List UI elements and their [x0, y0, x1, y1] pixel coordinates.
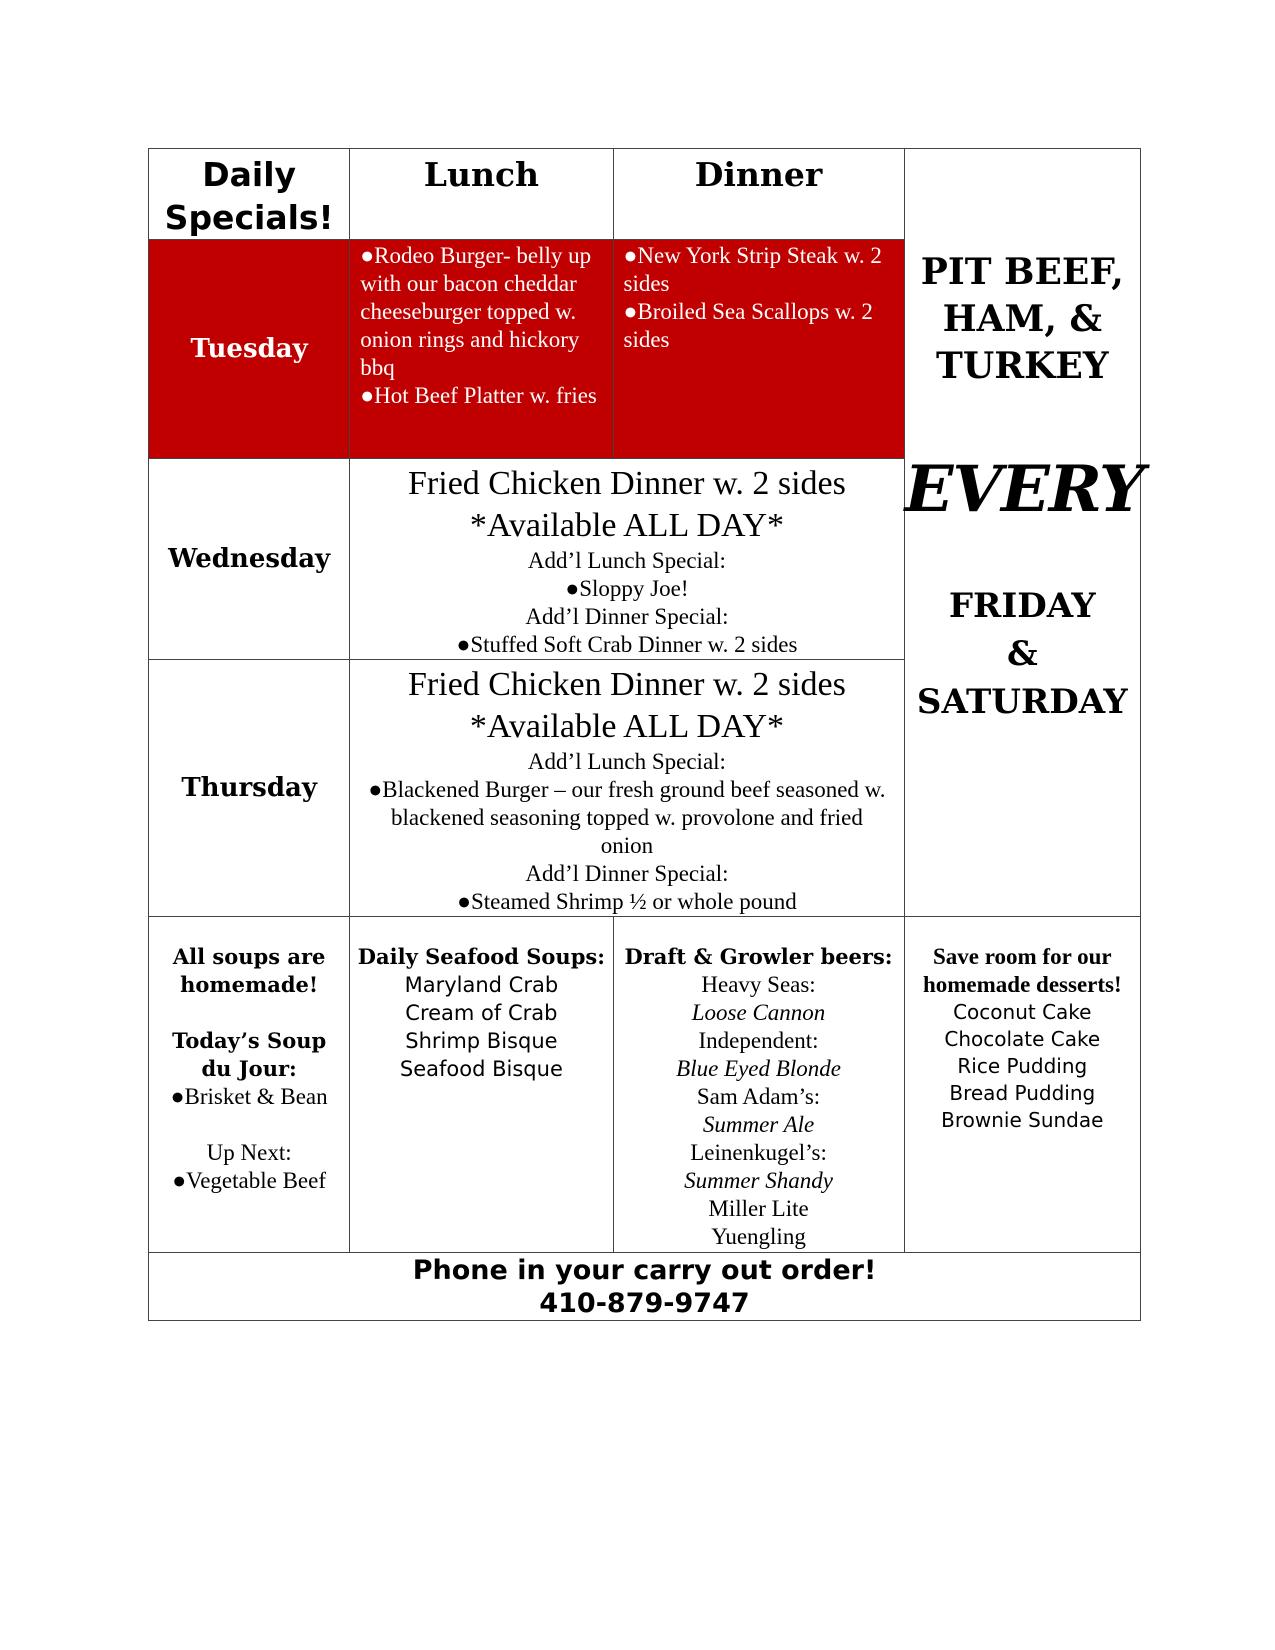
day-tuesday: Tuesday [149, 240, 350, 459]
soups-cell [149, 917, 350, 1253]
thursday-main-special: Fried Chicken Dinner w. 2 sides [408, 666, 846, 703]
thursday-lunch-label: Add’l Lunch Special: [527, 749, 726, 774]
soups-title: All soups are homemade! [172, 944, 326, 997]
wednesday-dinner-label: Add’l Dinner Special: [525, 604, 729, 629]
tuesday-dinner-item: ●New York Strip Steak w. 2 sides [623, 243, 882, 296]
beer-item: Independent: [698, 1028, 819, 1053]
beers-cell [613, 917, 904, 1253]
thursday-availability: *Available ALL DAY* [469, 708, 784, 745]
up-next-item: ●Vegetable Beef [172, 1168, 326, 1193]
dessert-item: Rice Pudding [957, 1054, 1088, 1078]
banner-line-saturday: SATURDAY [916, 682, 1128, 722]
up-next-label: Up Next: [206, 1140, 292, 1165]
beer-item: Heavy Seas: [701, 972, 816, 997]
wednesday-main-special: Fried Chicken Dinner w. 2 sides [408, 465, 846, 502]
banner-every: EVERY [904, 452, 1144, 527]
banner-line-friday: FRIDAY [948, 586, 1096, 626]
dessert-item: Bread Pudding [949, 1081, 1096, 1105]
beers-title: Draft & Growler beers: [624, 944, 893, 969]
beer-item: Yuengling [711, 1224, 806, 1249]
tuesday-lunch-item: ●Rodeo Burger- belly up with our bacon cheddar cheeseburger topped w. onion rings and hickory bbq [360, 243, 592, 380]
beer-item: Summer Ale [702, 1112, 815, 1137]
wednesday-dinner-item: ●Stuffed Soft Crab Dinner w. 2 sides [456, 632, 798, 657]
footer-phone-number: 410-879-9747 [539, 1288, 750, 1319]
header-lunch: Lunch [350, 149, 613, 240]
banner-line-ampersand: & [1006, 634, 1038, 674]
daily-specials-table [148, 148, 1144, 1321]
tuesday-dinner-item: ●Broiled Sea Scallops w. 2 sides [623, 299, 873, 352]
seafood-soup-item: Seafood Bisque [399, 1057, 563, 1081]
wednesday-lunch-item: ●Sloppy Joe! [565, 576, 689, 601]
tuesday-dinner [613, 240, 904, 459]
beer-item: Blue Eyed Blonde [676, 1056, 841, 1081]
tuesday-lunch-item: ●Hot Beef Platter w. fries [360, 383, 597, 408]
desserts-title: Save room for our homemade desserts! [922, 944, 1122, 997]
footer [149, 1253, 1141, 1321]
seafood-soups-title: Daily Seafood Soups: [357, 944, 605, 969]
beer-item: Leinenkugel’s: [690, 1140, 827, 1165]
seafood-soup-item: Maryland Crab [404, 973, 559, 997]
side-banner [904, 149, 1144, 917]
banner-line-turkey: TURKEY [936, 345, 1109, 387]
day-thursday: Thursday [149, 660, 350, 917]
desserts-cell [904, 917, 1140, 1253]
day-wednesday: Wednesday [149, 459, 350, 660]
thursday-dinner-item: ●Steamed Shrimp ½ or whole pound [457, 889, 797, 914]
wednesday-specials [350, 459, 904, 660]
banner-line-pit-beef: PIT BEEF, [920, 251, 1124, 293]
thursday-dinner-label: Add’l Dinner Special: [525, 861, 729, 886]
beer-item: Summer Shandy [684, 1168, 833, 1193]
thursday-specials [350, 660, 904, 917]
beer-item: Sam Adam’s: [696, 1084, 821, 1109]
seafood-soups-cell [350, 917, 613, 1253]
thursday-lunch-item: ●Blackened Burger – our fresh ground beef seasoned w. blackened seasoning topped w. provolone and fried onion [368, 777, 886, 858]
beer-item: Loose Cannon [691, 1000, 826, 1025]
soup-du-jour-label: Today’s Soup du Jour: [172, 1028, 327, 1081]
header-dinner: Dinner [613, 149, 904, 240]
soup-du-jour-item: ●Brisket & Bean [170, 1084, 328, 1109]
wednesday-availability: *Available ALL DAY* [469, 507, 784, 544]
wednesday-lunch-label: Add’l Lunch Special: [527, 548, 726, 573]
dessert-item: Chocolate Cake [944, 1027, 1101, 1051]
seafood-soup-item: Cream of Crab [405, 1001, 558, 1025]
seafood-soup-item: Shrimp Bisque [405, 1029, 558, 1053]
dessert-item: Brownie Sundae [941, 1108, 1104, 1132]
beer-list [614, 971, 904, 1251]
banner-line-ham: HAM, & [942, 298, 1102, 340]
dessert-item: Coconut Cake [953, 1000, 1092, 1024]
tuesday-lunch [350, 240, 613, 459]
footer-carry-out: Phone in your carry out order! [412, 1255, 877, 1286]
beer-item: Miller Lite [708, 1196, 809, 1221]
header-daily-specials: Daily Specials! [149, 149, 350, 240]
